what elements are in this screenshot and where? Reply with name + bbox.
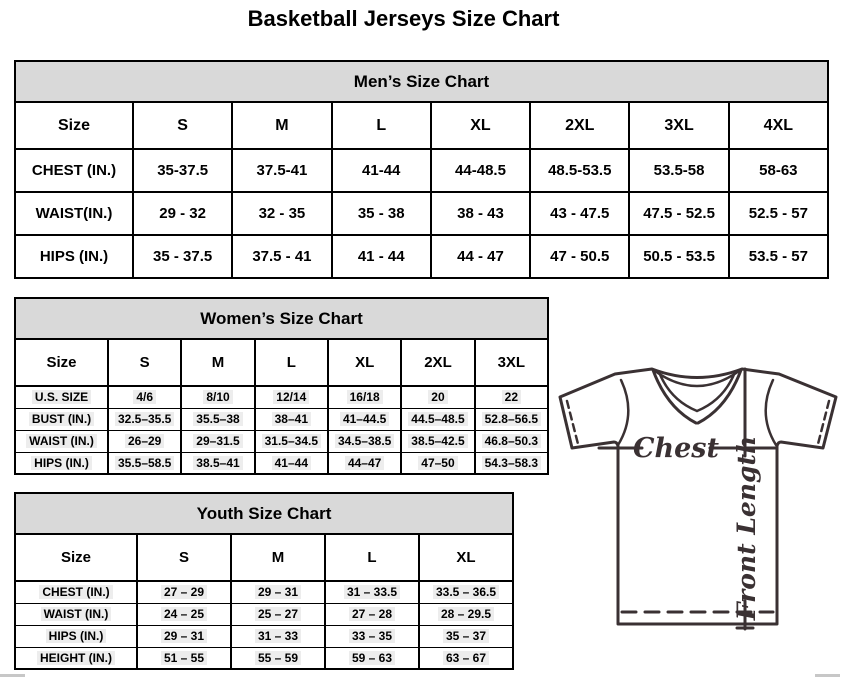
table-row [15,647,513,669]
table-cell: 35.5–58.5 [108,452,181,474]
table-cell: 59 – 63 [325,647,419,669]
youth-row-label: WAIST (IN.) [15,603,137,625]
scrollbar-fragment-left[interactable] [0,674,25,677]
table-cell: 47–50 [401,452,474,474]
table-cell: 35 – 37 [419,625,513,647]
page-title: Basketball Jerseys Size Chart [247,6,560,31]
youth-row-label: CHEST (IN.) [15,581,137,603]
table-cell: 52.8–56.5 [475,408,548,430]
table-cell: 29 - 32 [133,192,232,235]
table-cell: 32.5–35.5 [108,408,181,430]
mens-size-table [14,60,829,279]
table-row [15,408,548,430]
table-cell: 38–41 [255,408,328,430]
table-cell: 48.5-53.5 [530,149,629,192]
table-cell: 27 – 28 [325,603,419,625]
table-cell: 47.5 - 52.5 [629,192,728,235]
table-cell: 44 - 47 [431,235,530,278]
table-cell: 31 – 33 [231,625,325,647]
table-cell: 51 – 55 [137,647,231,669]
youth-column-header: L [325,534,419,581]
table-cell: 41-44 [332,149,431,192]
table-cell: 53.5-58 [629,149,728,192]
jersey-outline [560,369,836,624]
jersey-diagram [553,356,843,648]
table-cell: 46.8–50.3 [475,430,548,452]
youth-row-label: HIPS (IN.) [15,625,137,647]
youth-column-header-size: Size [15,534,137,581]
youth-size-table [14,492,514,670]
youth-column-header: S [137,534,231,581]
table-cell: 33.5 – 36.5 [419,581,513,603]
womens-column-header-size: Size [15,339,108,386]
table-cell: 29–31.5 [181,430,254,452]
table-cell: 55 – 59 [231,647,325,669]
table-cell: 22 [475,386,548,408]
mens-column-header: L [332,102,431,149]
table-cell: 29 – 31 [231,581,325,603]
table-cell: 33 – 35 [325,625,419,647]
table-cell: 4/6 [108,386,181,408]
table-cell: 41 - 44 [332,235,431,278]
womens-row-label: WAIST (IN.) [15,430,108,452]
table-cell: 38.5–41 [181,452,254,474]
mens-column-header: 4XL [729,102,828,149]
table-row [15,625,513,647]
mens-column-header-size: Size [15,102,133,149]
table-row [15,192,828,235]
youth-column-header: XL [419,534,513,581]
table-row [15,581,513,603]
womens-table-title: Women’s Size Chart [15,298,548,339]
table-cell: 63 – 67 [419,647,513,669]
mens-column-header: 2XL [530,102,629,149]
mens-column-header: M [232,102,331,149]
womens-row-label: BUST (IN.) [15,408,108,430]
table-row [15,430,548,452]
table-row [15,386,548,408]
table-cell: 41–44 [255,452,328,474]
table-cell: 44.5–48.5 [401,408,474,430]
table-row [15,452,548,474]
womens-row-label: HIPS (IN.) [15,452,108,474]
table-row [15,235,828,278]
table-cell: 47 - 50.5 [530,235,629,278]
table-cell: 52.5 - 57 [729,192,828,235]
scrollbar-fragment-right[interactable] [815,674,840,677]
table-row [15,149,828,192]
table-cell: 32 - 35 [232,192,331,235]
youth-row-label: HEIGHT (IN.) [15,647,137,669]
womens-row-label: U.S. SIZE [15,386,108,408]
mens-table-title: Men’s Size Chart [15,61,828,102]
womens-column-header: M [181,339,254,386]
table-cell: 38.5–42.5 [401,430,474,452]
womens-column-header: XL [328,339,401,386]
table-cell: 53.5 - 57 [729,235,828,278]
mens-column-header: XL [431,102,530,149]
table-cell: 44–47 [328,452,401,474]
table-cell: 25 – 27 [231,603,325,625]
womens-column-header: L [255,339,328,386]
table-cell: 28 – 29.5 [419,603,513,625]
table-cell: 24 – 25 [137,603,231,625]
womens-size-table [14,297,549,475]
mens-column-header: S [133,102,232,149]
table-cell: 41–44.5 [328,408,401,430]
table-cell: 16/18 [328,386,401,408]
table-cell: 27 – 29 [137,581,231,603]
youth-table-title: Youth Size Chart [15,493,513,534]
mens-column-header: 3XL [629,102,728,149]
chest-label: Chest [633,433,719,464]
table-cell: 34.5–38.5 [328,430,401,452]
table-cell: 54.3–58.3 [475,452,548,474]
table-cell: 26–29 [108,430,181,452]
table-cell: 50.5 - 53.5 [629,235,728,278]
table-cell: 38 - 43 [431,192,530,235]
youth-column-header: M [231,534,325,581]
table-cell: 29 – 31 [137,625,231,647]
table-cell: 58-63 [729,149,828,192]
womens-column-header: S [108,339,181,386]
mens-row-label: CHEST (IN.) [15,149,133,192]
mens-row-label: HIPS (IN.) [15,235,133,278]
table-cell: 35 - 37.5 [133,235,232,278]
table-cell: 37.5 - 41 [232,235,331,278]
table-cell: 43 - 47.5 [530,192,629,235]
table-cell: 35-37.5 [133,149,232,192]
table-cell: 12/14 [255,386,328,408]
table-cell: 35 - 38 [332,192,431,235]
womens-column-header: 3XL [475,339,548,386]
table-cell: 31.5–34.5 [255,430,328,452]
table-cell: 20 [401,386,474,408]
mens-row-label: WAIST(IN.) [15,192,133,235]
table-cell: 35.5–38 [181,408,254,430]
table-cell: 44-48.5 [431,149,530,192]
table-cell: 31 – 33.5 [325,581,419,603]
front-length-label: Front Length [732,435,761,621]
table-cell: 37.5-41 [232,149,331,192]
table-row [15,603,513,625]
table-cell: 8/10 [181,386,254,408]
womens-column-header: 2XL [401,339,474,386]
